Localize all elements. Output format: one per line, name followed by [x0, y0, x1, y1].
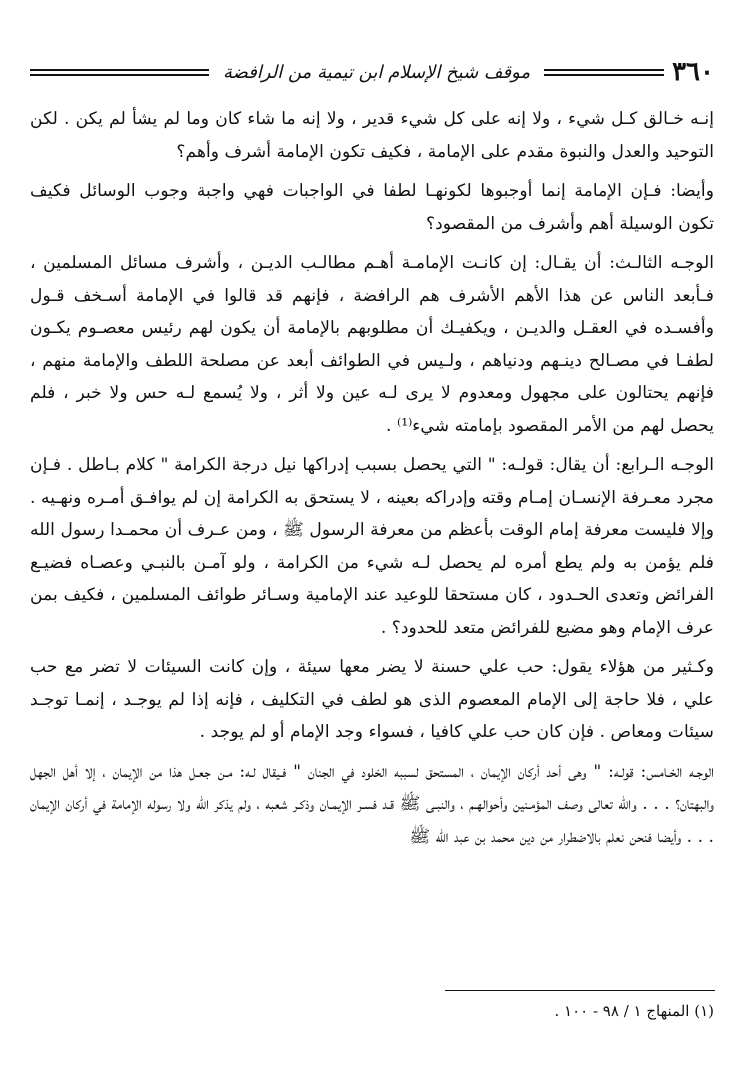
paragraph-1: إنـه خـالق كـل شيء ، ولا إنه على كل شيء قدير ، ولا إنه ما شاء كان وما لم يشأ لم يكن . لكن التوحيد والعدل والنبوة مقدم على الإمامة ، فكيف تكون الإمامة أشرف وأهم؟ [30, 109, 714, 162]
paragraph-2: وأيضا: فـإن الإمامة إنما أوجبوها لكونهـا لطفا في الواجبات فهي واجبة وجوب الوسائل فكيف تكون الوسيلة أهم وأشرف من المقصود؟ [30, 181, 714, 234]
paragraph-5: وكـثير من هؤلاء يقول: حب علي حسنة لا يضر معها سيئة ، وإن كانت السيئات لا تضر مع حب علي ، فلا حاجة إلى الإمام المعصوم الذى هو لطف في التكليف ، فإنه إذا لم يوجـد ، إنمـا توجـد سيئات ومعاص . فإن كان حب علي كافيا ، فسواء وجد الإمام أو لم يوجد . [30, 657, 714, 742]
page-number: ٣٦٠ [672, 57, 714, 87]
footnote: (١) المنهاج ١ / ٩٨ - ١٠٠ . [554, 1002, 714, 1020]
footnote-rule [445, 990, 715, 991]
page-header [30, 50, 714, 94]
body-text [30, 103, 714, 853]
paragraph-4: الوجـه الـرابع: أن يقال: قولـه: " التي يحصل بسبب إدراكها نيل درجة الكرامة " كلام بـاطل . فـإن مجرد معـرفة الإنسـان إمـام وقته وإدراكه بعينه ، لا يستحق به الكرامة إن لم يوافـق أمـره ونهـيه . وإلا فليست معرفة إمام الوقت بأعظم من معرفة الرسول ﷺ ، ومن عـرف أن محمـدا رسول الله فلم يؤمن به ولم يطع أمره لم يحصل لـه شيء من الكرامة ، ولو آمـن بالنبـي وعصـاه فضيـع الفرائض وتعدى الحـدود ، كان مستحقا للوعيد عند الإمامية وسـائر طوائف المسلمين ، فكيف بمن عرف الإمام وهو مضيع للفرائض متعد للحدود؟ . [30, 455, 714, 638]
paragraph-6: الوجـه الخـامس: قولـه: " وهى أحد أركان الإيمان ، المستحق لسببه الخلود في الجنان " فـيقال لـه: مـن جعـل هذا من الإيمان ، إلا أهل الجهل والبهتان؟ . . . والله تعالى وصف المؤمـنين وأحوالهـم ، والنبـى ﷺ قـد فسـر الإيمـان وذكـر شعبه ، ولم يذكر الله ولا رسوله الإمامة في أركان الإيمان . . . وأيضا فنحن نعلم بالاضطرار من دين محمد بن عبد الله ﷺ [30, 761, 714, 847]
header-rule-right [544, 69, 664, 76]
paragraph-3: الوجـه الثالـث: أن يقـال: إن كانـت الإمامـة أهـم مطالـب الديـن ، وأشرف مسائل المسلمين ، فـأبعد الناس عن هذا الأهم الأشرف هم الرافضة ، فإنهم قد قالوا في الإمامة أسـخف قـول وأفسـده في العقـل والديـن ، ويكفيـك أن مطلوبهم بالإمامة أن يكون لهم رئيس معصـوم يكـون لطفـا في مصـالح دينـهم ودنياهم ، ولـيس في الطوائف أبعد عن مصلحة اللطف والإمامة منهم ، فإنهم يحتالون على مجهول ومعدوم لا يرى لـه عين ولا أثر ، ولا يُسمع لـه حس ولا خبر ، فلم يحصل لهم من الأمر المقصود بإمامته شيء⁽¹⁾ . [30, 253, 714, 436]
running-title: موقف شيخ الإسلام ابن تيمية من الرافضة [222, 61, 531, 83]
header-rule-left [30, 69, 209, 76]
